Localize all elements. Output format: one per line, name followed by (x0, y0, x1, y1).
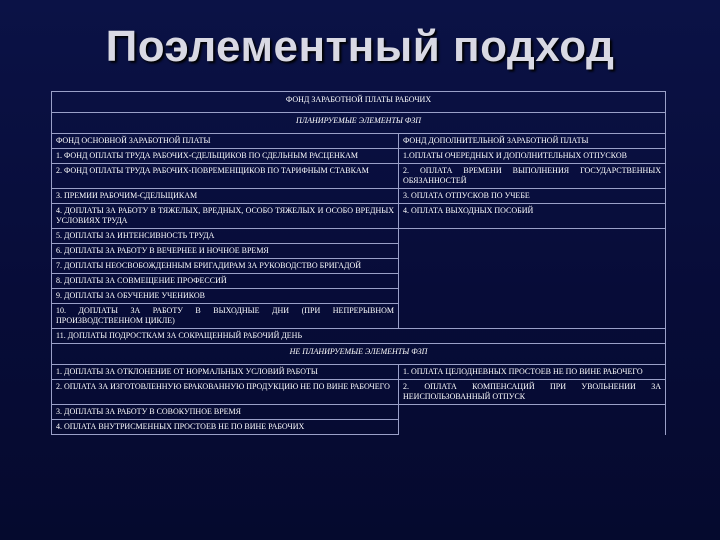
table-header: ФОНД ЗАРАБОТНОЙ ПЛАТЫ РАБОЧИХ (52, 92, 666, 113)
planned-left-cell: 2. ФОНД ОПЛАТЫ ТРУДА РАБОЧИХ-ПОВРЕМЕНЩИКОВ ПО ТАРИФНЫМ СТАВКАМ (52, 164, 399, 189)
unplanned-left-cell: 3. ДОПЛАТЫ ЗА РАБОТУ В СОВОКУПНОЕ ВРЕМЯ (52, 405, 399, 420)
table-row (52, 304, 666, 329)
planned-left-cell: 9. ДОПЛАТЫ ЗА ОБУЧЕНИЕ УЧЕНИКОВ (52, 289, 399, 304)
planned-left-cell: 1. ФОНД ОПЛАТЫ ТРУДА РАБОЧИХ-СДЕЛЬЩИКОВ ПО СДЕЛЬНЫМ РАСЦЕНКАМ (52, 149, 399, 164)
table-row (52, 149, 666, 164)
table-row (52, 204, 666, 229)
table-row (52, 164, 666, 189)
planned-right-cell (399, 274, 666, 289)
unplanned-right-cell: 1. ОПЛАТА ЦЕЛОДНЕВНЫХ ПРОСТОЕВ НЕ ПО ВИНЕ РАБОЧЕГО (399, 365, 666, 380)
planned-right-cell (399, 229, 666, 244)
table-row (52, 189, 666, 204)
planned-right-cell: 1.ОПЛАТЫ ОЧЕРЕДНЫХ И ДОПОЛНИТЕЛЬНЫХ ОТПУСКОВ (399, 149, 666, 164)
table-row (52, 365, 666, 380)
planned-row-11: 11. ДОПЛАТЫ ПОДРОСТКАМ ЗА СОКРАЩЕННЫЙ РАБОЧИЙ ДЕНЬ (52, 329, 666, 344)
planned-left-cell: 8. ДОПЛАТЫ ЗА СОВМЕЩЕНИЕ ПРОФЕССИЙ (52, 274, 399, 289)
planned-right-cell: 2. ОПЛАТА ВРЕМЕНИ ВЫПОЛНЕНИЯ ГОСУДАРСТВЕННЫХ ОБЯЗАННОСТЕЙ (399, 164, 666, 189)
planned-elements-header: ПЛАНИРУЕМЫЕ ЭЛЕМЕНТЫ ФЗП (52, 113, 666, 134)
planned-left-cell: 5. ДОПЛАТЫ ЗА ИНТЕНСИВНОСТЬ ТРУДА (52, 229, 399, 244)
slide-title: Поэлементный подход (105, 22, 615, 71)
unplanned-header-row (52, 344, 666, 365)
table-row (52, 274, 666, 289)
planned-left-cell: 6. ДОПЛАТЫ ЗА РАБОТУ В ВЕЧЕРНЕЕ И НОЧНОЕ ВРЕМЯ (52, 244, 399, 259)
unplanned-right-cell (399, 420, 666, 435)
table-header-row (52, 92, 666, 113)
unplanned-left-cell: 1. ДОПЛАТЫ ЗА ОТКЛОНЕНИЕ ОТ НОРМАЛЬНЫХ УСЛОВИЙ РАБОТЫ (52, 365, 399, 380)
unplanned-right-cell: 2. ОПЛАТА КОМПЕНСАЦИЙ ПРИ УВОЛЬНЕНИИ ЗА НЕИСПОЛЬЗОВАННЫЙ ОТПУСК (399, 380, 666, 405)
table-row (52, 329, 666, 344)
column-headers-row (52, 134, 666, 149)
planned-right-cell: 4. ОПЛАТА ВЫХОДНЫХ ПОСОБИЙ (399, 204, 666, 229)
table-row (52, 244, 666, 259)
planned-left-cell: 4. ДОПЛАТЫ ЗА РАБОТУ В ТЯЖЕЛЫХ, ВРЕДНЫХ, ОСОБО ТЯЖЕЛЫХ И ОСОБО ВРЕДНЫХ УСЛОВИЯХ ТРУДА (52, 204, 399, 229)
wage-fund-table (51, 91, 666, 435)
planned-right-cell: 3. ОПЛАТА ОТПУСКОВ ПО УЧЕБЕ (399, 189, 666, 204)
table-row (52, 420, 666, 435)
unplanned-left-cell: 2. ОПЛАТА ЗА ИЗГОТОВЛЕННУЮ БРАКОВАННУЮ ПРОДУКЦИЮ НЕ ПО ВИНЕ РАБОЧЕГО (52, 380, 399, 405)
basic-fund-header: ФОНД ОСНОВНОЙ ЗАРАБОТНОЙ ПЛАТЫ (52, 134, 399, 149)
planned-right-cell (399, 289, 666, 304)
planned-right-cell (399, 244, 666, 259)
unplanned-right-cell (399, 405, 666, 420)
unplanned-elements-header: НЕ ПЛАНИРУЕМЫЕ ЭЛЕМЕНТЫ ФЗП (52, 344, 666, 365)
planned-header-row (52, 113, 666, 134)
planned-right-cell (399, 304, 666, 329)
table-row (52, 259, 666, 274)
additional-fund-header: ФОНД ДОПОЛНИТЕЛЬНОЙ ЗАРАБОТНОЙ ПЛАТЫ (399, 134, 666, 149)
unplanned-left-cell: 4. ОПЛАТА ВНУТРИСМЕННЫХ ПРОСТОЕВ НЕ ПО ВИНЕ РАБОЧИХ (52, 420, 399, 435)
planned-right-cell (399, 259, 666, 274)
table-row (52, 289, 666, 304)
planned-left-cell: 7. ДОПЛАТЫ НЕОСВОБОЖДЕННЫМ БРИГАДИРАМ ЗА РУКОВОДСТВО БРИГАДОЙ (52, 259, 399, 274)
table-row (52, 380, 666, 405)
table-row (52, 405, 666, 420)
planned-left-cell: 3. ПРЕМИИ РАБОЧИМ-СДЕЛЬЩИКАМ (52, 189, 399, 204)
planned-left-cell: 10. ДОПЛАТЫ ЗА РАБОТУ В ВЫХОДНЫЕ ДНИ (ПРИ НЕПРЕРЫВНОМ ПРОИЗВОДСТВЕННОМ ЦИКЛЕ) (52, 304, 399, 329)
table-row (52, 229, 666, 244)
